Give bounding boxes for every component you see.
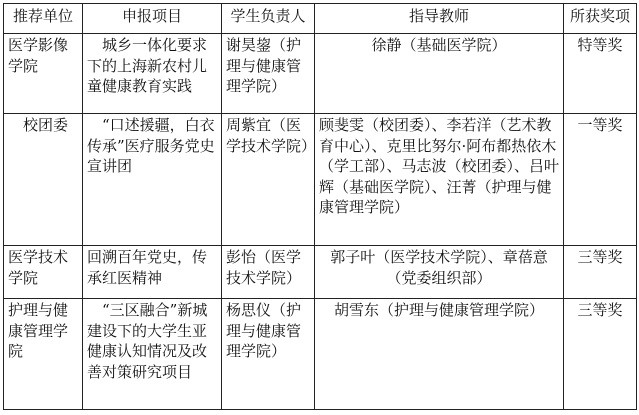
table-row: [4, 114, 637, 246]
cell-project: “三区融合”新城建设下的大学生亚健康认知情况及改善对策研究项目: [83, 299, 222, 410]
cell-project: 城乡一体化要求下的上海新农村儿童健康教育实践: [83, 34, 222, 114]
cell-teacher: 顾斐雯（校团委）、李若洋（艺术教育中心）、克里比努尔·阿布都热依木（学工部）、马志波（校团委）、吕叶辉（基础医学院）、汪菁（护理与健康管理学院）: [315, 114, 564, 246]
table-row: [4, 34, 637, 114]
header-teacher: 指导教师: [315, 4, 564, 34]
cell-unit: 校团委: [4, 114, 83, 246]
cell-teacher: 徐静（基础医学院）: [315, 34, 564, 114]
cell-student: 杨思仪（护理与健康管理学院）: [222, 299, 315, 410]
table-row: [4, 299, 637, 410]
cell-award: 三等奖: [564, 246, 637, 299]
header-student: 学生负责人: [222, 4, 315, 34]
header-award: 所获奖项: [564, 4, 637, 34]
cell-project: 回溯百年党史，传承红医精神: [83, 246, 222, 299]
header-row: [4, 4, 637, 34]
cell-student: 谢昊鋆（护理与健康管理学院）: [222, 34, 315, 114]
awards-table: [3, 3, 637, 410]
table-row: [4, 246, 637, 299]
cell-award: 一等奖: [564, 114, 637, 246]
cell-unit: 护理与健康管理学院: [4, 299, 83, 410]
header-unit: 推荐单位: [4, 4, 83, 34]
cell-award: 特等奖: [564, 34, 637, 114]
cell-project: “口述援疆，白衣传承”医疗服务党史宣讲团: [83, 114, 222, 246]
cell-unit: 医学影像学院: [4, 34, 83, 114]
cell-teacher: 胡雪东（护理与健康管理学院）: [315, 299, 564, 410]
cell-award: 三等奖: [564, 299, 637, 410]
cell-student: 周紫宜（医学技术学院）: [222, 114, 315, 246]
cell-teacher: 郭子叶（医学技术学院）、章蓓意（党委组织部）: [315, 246, 564, 299]
header-project: 申报项目: [83, 4, 222, 34]
cell-unit: 医学技术学院: [4, 246, 83, 299]
cell-student: 彭怡（医学技术学院）: [222, 246, 315, 299]
